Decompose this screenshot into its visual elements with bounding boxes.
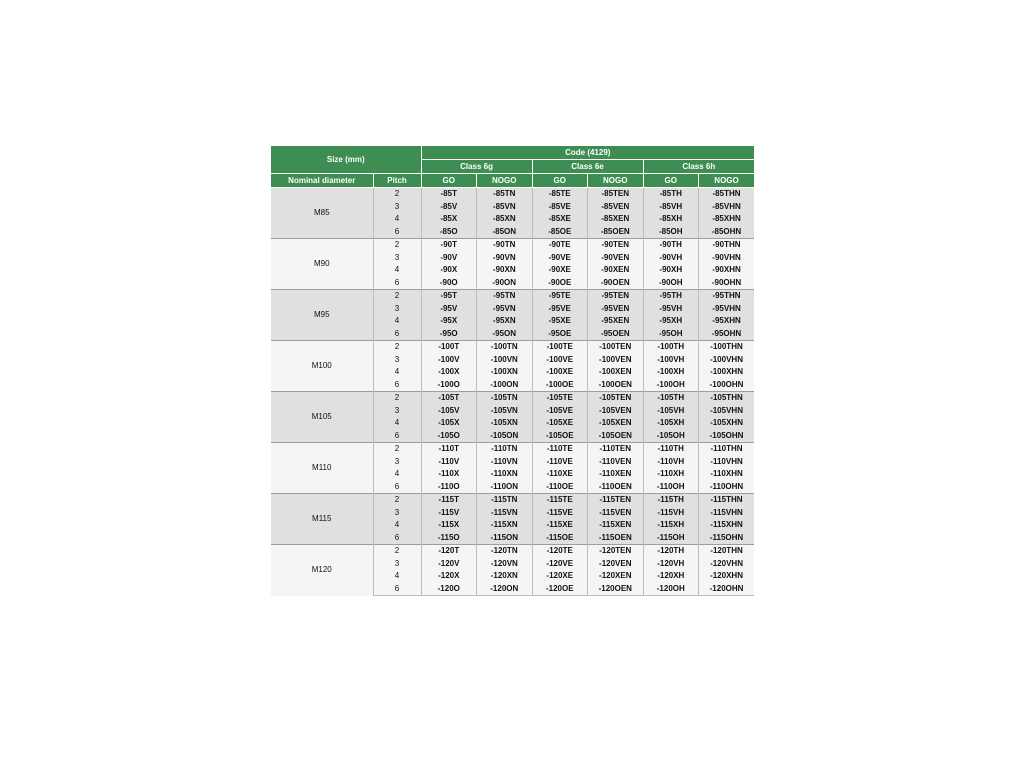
table-header — [271, 146, 754, 188]
go-code-cell: -120OH — [643, 583, 699, 596]
go-code-cell: -85OE — [532, 226, 588, 239]
pitch-cell: 2 — [373, 290, 421, 303]
pitch-cell: 6 — [373, 481, 421, 494]
nogo-code-cell: -115XEN — [588, 519, 644, 532]
code-header: Code (4129) — [421, 146, 754, 160]
nogo-code-cell: -120XEN — [588, 570, 644, 583]
nogo-code-cell: -110TEN — [588, 443, 644, 456]
pitch-cell: 4 — [373, 315, 421, 328]
go-code-cell: -95XE — [532, 315, 588, 328]
go-code-cell: -110TH — [643, 443, 699, 456]
go-code-cell: -120VH — [643, 558, 699, 571]
table-row — [271, 239, 754, 252]
nogo-code-cell: -115ON — [477, 532, 533, 545]
go-code-cell: -95OE — [532, 328, 588, 341]
nogo-code-cell: -115VHN — [699, 507, 755, 520]
nogo-code-cell: -120TN — [477, 545, 533, 558]
pitch-cell: 6 — [373, 328, 421, 341]
go-code-cell: -120XH — [643, 570, 699, 583]
go-code-cell: -100O — [421, 379, 477, 392]
nogo-code-cell: -85THN — [699, 188, 755, 201]
go-code-cell: -120TE — [532, 545, 588, 558]
nogo-code-cell: -120VHN — [699, 558, 755, 571]
nogo-code-cell: -85TN — [477, 188, 533, 201]
pitch-cell: 3 — [373, 252, 421, 265]
go-code-cell: -115X — [421, 519, 477, 532]
go-code-cell: -95TE — [532, 290, 588, 303]
nogo-code-cell: -90ON — [477, 277, 533, 290]
nogo-code-cell: -95TN — [477, 290, 533, 303]
table-row — [271, 494, 754, 507]
size-header: Size (mm) — [271, 146, 421, 174]
class-6e-header: Class 6e — [532, 160, 643, 174]
nogo-code-cell: -100VHN — [699, 354, 755, 367]
go-code-cell: -115O — [421, 532, 477, 545]
nogo-code-cell: -110OHN — [699, 481, 755, 494]
nogo-code-cell: -100OEN — [588, 379, 644, 392]
nogo-code-cell: -105VN — [477, 405, 533, 418]
go-code-cell: -100OH — [643, 379, 699, 392]
nogo-code-cell: -95XN — [477, 315, 533, 328]
table-row — [271, 392, 754, 405]
go-code-cell: -105XE — [532, 417, 588, 430]
nogo-code-cell: -105TN — [477, 392, 533, 405]
pitch-cell: 6 — [373, 226, 421, 239]
pitch-cell: 6 — [373, 583, 421, 596]
go-code-cell: -90XH — [643, 264, 699, 277]
go-code-cell: -90OH — [643, 277, 699, 290]
go-code-cell: -85VE — [532, 201, 588, 214]
pitch-cell: 4 — [373, 366, 421, 379]
go-code-cell: -115TH — [643, 494, 699, 507]
pitch-cell: 3 — [373, 354, 421, 367]
go-code-cell: -105V — [421, 405, 477, 418]
go-code-cell: -85TE — [532, 188, 588, 201]
nominal-diameter-cell: M100 — [271, 341, 373, 392]
go-code-cell: -90VE — [532, 252, 588, 265]
nogo-code-cell: -115THN — [699, 494, 755, 507]
go-header: GO — [421, 174, 477, 188]
nogo-code-cell: -110XN — [477, 468, 533, 481]
nominal-diameter-cell: M95 — [271, 290, 373, 341]
nogo-header: NOGO — [477, 174, 533, 188]
go-code-cell: -105TH — [643, 392, 699, 405]
nogo-code-cell: -120ON — [477, 583, 533, 596]
pitch-cell: 3 — [373, 303, 421, 316]
go-code-cell: -110X — [421, 468, 477, 481]
go-code-cell: -100VE — [532, 354, 588, 367]
table-row — [271, 188, 754, 201]
nogo-code-cell: -95ON — [477, 328, 533, 341]
go-code-cell: -120O — [421, 583, 477, 596]
go-code-cell: -85X — [421, 213, 477, 226]
nogo-code-cell: -95XHN — [699, 315, 755, 328]
go-code-cell: -105O — [421, 430, 477, 443]
go-code-cell: -120V — [421, 558, 477, 571]
go-code-cell: -100XE — [532, 366, 588, 379]
go-code-cell: -85V — [421, 201, 477, 214]
go-code-cell: -85XH — [643, 213, 699, 226]
nogo-code-cell: -90THN — [699, 239, 755, 252]
nogo-code-cell: -90OHN — [699, 277, 755, 290]
nogo-code-cell: -120OEN — [588, 583, 644, 596]
nogo-code-cell: -90VHN — [699, 252, 755, 265]
go-code-cell: -100OE — [532, 379, 588, 392]
nogo-code-cell: -90XN — [477, 264, 533, 277]
nogo-code-cell: -105XEN — [588, 417, 644, 430]
go-header: GO — [643, 174, 699, 188]
go-code-cell: -90TH — [643, 239, 699, 252]
go-code-cell: -95X — [421, 315, 477, 328]
nogo-code-cell: -95OHN — [699, 328, 755, 341]
go-header: GO — [532, 174, 588, 188]
go-code-cell: -110OH — [643, 481, 699, 494]
go-code-cell: -115VE — [532, 507, 588, 520]
nogo-code-cell: -85XN — [477, 213, 533, 226]
go-code-cell: -105XH — [643, 417, 699, 430]
go-code-cell: -90X — [421, 264, 477, 277]
go-code-cell: -85O — [421, 226, 477, 239]
nogo-code-cell: -85VHN — [699, 201, 755, 214]
nogo-code-cell: -115XN — [477, 519, 533, 532]
nogo-code-cell: -105XN — [477, 417, 533, 430]
go-code-cell: -100TE — [532, 341, 588, 354]
pitch-cell: 6 — [373, 430, 421, 443]
nogo-code-cell: -100XEN — [588, 366, 644, 379]
nogo-code-cell: -90OEN — [588, 277, 644, 290]
table-row — [271, 341, 754, 354]
nogo-code-cell: -120VN — [477, 558, 533, 571]
nogo-code-cell: -100VEN — [588, 354, 644, 367]
go-code-cell: -95T — [421, 290, 477, 303]
nogo-header: NOGO — [699, 174, 755, 188]
nogo-code-cell: -95TEN — [588, 290, 644, 303]
go-code-cell: -85TH — [643, 188, 699, 201]
nogo-code-cell: -90XEN — [588, 264, 644, 277]
pitch-cell: 6 — [373, 532, 421, 545]
go-code-cell: -85T — [421, 188, 477, 201]
nogo-code-cell: -100THN — [699, 341, 755, 354]
go-code-cell: -90OE — [532, 277, 588, 290]
pitch-cell: 3 — [373, 405, 421, 418]
nogo-code-cell: -110XEN — [588, 468, 644, 481]
nogo-code-cell: -115VN — [477, 507, 533, 520]
nogo-code-cell: -120VEN — [588, 558, 644, 571]
go-code-cell: -90V — [421, 252, 477, 265]
go-code-cell: -115XH — [643, 519, 699, 532]
go-code-cell: -105OH — [643, 430, 699, 443]
nogo-code-cell: -85OHN — [699, 226, 755, 239]
pitch-cell: 4 — [373, 213, 421, 226]
nogo-code-cell: -100TEN — [588, 341, 644, 354]
pitch-cell: 6 — [373, 277, 421, 290]
nogo-code-cell: -120THN — [699, 545, 755, 558]
go-code-cell: -100XH — [643, 366, 699, 379]
go-code-cell: -95OH — [643, 328, 699, 341]
nogo-code-cell: -100ON — [477, 379, 533, 392]
nogo-code-cell: -115OHN — [699, 532, 755, 545]
nogo-code-cell: -115OEN — [588, 532, 644, 545]
nominal-diameter-cell: M85 — [271, 188, 373, 239]
pitch-cell: 3 — [373, 201, 421, 214]
table-row — [271, 290, 754, 303]
nogo-code-cell: -90VEN — [588, 252, 644, 265]
go-code-cell: -105OE — [532, 430, 588, 443]
nogo-code-cell: -95THN — [699, 290, 755, 303]
go-code-cell: -115TE — [532, 494, 588, 507]
pitch-cell: 3 — [373, 456, 421, 469]
go-code-cell: -120XE — [532, 570, 588, 583]
pitch-cell: 2 — [373, 494, 421, 507]
go-code-cell: -95VE — [532, 303, 588, 316]
nogo-code-cell: -120XN — [477, 570, 533, 583]
go-code-cell: -105VH — [643, 405, 699, 418]
nogo-code-cell: -110VEN — [588, 456, 644, 469]
go-code-cell: -90VH — [643, 252, 699, 265]
nogo-code-cell: -105OEN — [588, 430, 644, 443]
nogo-code-cell: -85ON — [477, 226, 533, 239]
pitch-cell: 2 — [373, 341, 421, 354]
go-code-cell: -105TE — [532, 392, 588, 405]
nominal-diameter-cell: M105 — [271, 392, 373, 443]
go-code-cell: -110O — [421, 481, 477, 494]
go-code-cell: -120VE — [532, 558, 588, 571]
go-code-cell: -105VE — [532, 405, 588, 418]
nogo-code-cell: -95VHN — [699, 303, 755, 316]
go-code-cell: -120T — [421, 545, 477, 558]
go-code-cell: -85VH — [643, 201, 699, 214]
go-code-cell: -95O — [421, 328, 477, 341]
go-code-cell: -110XH — [643, 468, 699, 481]
go-code-cell: -110VE — [532, 456, 588, 469]
go-code-cell: -120OE — [532, 583, 588, 596]
go-code-cell: -100TH — [643, 341, 699, 354]
nogo-code-cell: -85TEN — [588, 188, 644, 201]
go-code-cell: -120TH — [643, 545, 699, 558]
nogo-code-cell: -110TN — [477, 443, 533, 456]
nogo-code-cell: -90TN — [477, 239, 533, 252]
class-6h-header: Class 6h — [643, 160, 754, 174]
pitch-cell: 4 — [373, 519, 421, 532]
pitch-cell: 2 — [373, 545, 421, 558]
pitch-cell: 3 — [373, 507, 421, 520]
nogo-code-cell: -95VN — [477, 303, 533, 316]
table-body — [271, 188, 754, 596]
go-code-cell: -110V — [421, 456, 477, 469]
go-code-cell: -90XE — [532, 264, 588, 277]
nogo-code-cell: -120OHN — [699, 583, 755, 596]
nogo-code-cell: -105THN — [699, 392, 755, 405]
nogo-code-cell: -105VEN — [588, 405, 644, 418]
nogo-code-cell: -90XHN — [699, 264, 755, 277]
go-code-cell: -95XH — [643, 315, 699, 328]
nogo-code-cell: -120XHN — [699, 570, 755, 583]
go-code-cell: -115V — [421, 507, 477, 520]
nogo-code-cell: -105TEN — [588, 392, 644, 405]
go-code-cell: -115OE — [532, 532, 588, 545]
pitch-cell: 4 — [373, 468, 421, 481]
nogo-code-cell: -85VEN — [588, 201, 644, 214]
pitch-cell: 4 — [373, 264, 421, 277]
table-row — [271, 545, 754, 558]
nominal-diameter-cell: M120 — [271, 545, 373, 596]
nogo-code-cell: -110VN — [477, 456, 533, 469]
nogo-code-cell: -105ON — [477, 430, 533, 443]
go-code-cell: -110XE — [532, 468, 588, 481]
nominal-diameter-cell: M110 — [271, 443, 373, 494]
nogo-code-cell: -95VEN — [588, 303, 644, 316]
pitch-cell: 2 — [373, 443, 421, 456]
nogo-code-cell: -105VHN — [699, 405, 755, 418]
go-code-cell: -95V — [421, 303, 477, 316]
go-code-cell: -100X — [421, 366, 477, 379]
go-code-cell: -105X — [421, 417, 477, 430]
go-code-cell: -100VH — [643, 354, 699, 367]
go-code-cell: -115XE — [532, 519, 588, 532]
nogo-code-cell: -100OHN — [699, 379, 755, 392]
go-code-cell: -95VH — [643, 303, 699, 316]
nogo-code-cell: -100TN — [477, 341, 533, 354]
go-code-cell: -95TH — [643, 290, 699, 303]
go-code-cell: -100T — [421, 341, 477, 354]
nogo-code-cell: -95OEN — [588, 328, 644, 341]
go-code-cell: -90T — [421, 239, 477, 252]
nogo-code-cell: -115XHN — [699, 519, 755, 532]
go-code-cell: -110OE — [532, 481, 588, 494]
pitch-cell: 2 — [373, 392, 421, 405]
nogo-code-cell: -85XHN — [699, 213, 755, 226]
nogo-code-cell: -95XEN — [588, 315, 644, 328]
pitch-header: Pitch — [373, 174, 421, 188]
go-code-cell: -85OH — [643, 226, 699, 239]
nogo-code-cell: -110THN — [699, 443, 755, 456]
go-code-cell: -90TE — [532, 239, 588, 252]
go-code-cell: -110VH — [643, 456, 699, 469]
nogo-code-cell: -105XHN — [699, 417, 755, 430]
go-code-cell: -120X — [421, 570, 477, 583]
pitch-cell: 4 — [373, 570, 421, 583]
table-row — [271, 443, 754, 456]
go-code-cell: -115T — [421, 494, 477, 507]
nogo-code-cell: -85VN — [477, 201, 533, 214]
nogo-code-cell: -115TN — [477, 494, 533, 507]
nominal-diameter-cell: M90 — [271, 239, 373, 290]
nogo-code-cell: -115VEN — [588, 507, 644, 520]
pitch-cell: 4 — [373, 417, 421, 430]
nogo-code-cell: -110ON — [477, 481, 533, 494]
go-code-cell: -110TE — [532, 443, 588, 456]
go-code-cell: -110T — [421, 443, 477, 456]
go-code-cell: -115OH — [643, 532, 699, 545]
nogo-code-cell: -90VN — [477, 252, 533, 265]
go-code-cell: -100V — [421, 354, 477, 367]
gauge-table-container — [271, 146, 754, 596]
pitch-cell: 3 — [373, 558, 421, 571]
nominal-diameter-header: Nominal diameter — [271, 174, 373, 188]
pitch-cell: 2 — [373, 188, 421, 201]
nogo-code-cell: -110OEN — [588, 481, 644, 494]
go-code-cell: -115VH — [643, 507, 699, 520]
nogo-code-cell: -90TEN — [588, 239, 644, 252]
nogo-code-cell: -105OHN — [699, 430, 755, 443]
nogo-code-cell: -115TEN — [588, 494, 644, 507]
thread-gauge-table — [271, 146, 754, 596]
nogo-code-cell: -110XHN — [699, 468, 755, 481]
nogo-code-cell: -100VN — [477, 354, 533, 367]
nominal-diameter-cell: M115 — [271, 494, 373, 545]
pitch-cell: 2 — [373, 239, 421, 252]
nogo-code-cell: -85XEN — [588, 213, 644, 226]
pitch-cell: 6 — [373, 379, 421, 392]
nogo-code-cell: -120TEN — [588, 545, 644, 558]
go-code-cell: -90O — [421, 277, 477, 290]
nogo-code-cell: -100XHN — [699, 366, 755, 379]
go-code-cell: -105T — [421, 392, 477, 405]
class-6g-header: Class 6g — [421, 160, 532, 174]
nogo-code-cell: -100XN — [477, 366, 533, 379]
nogo-code-cell: -85OEN — [588, 226, 644, 239]
nogo-code-cell: -110VHN — [699, 456, 755, 469]
nogo-header: NOGO — [588, 174, 644, 188]
go-code-cell: -85XE — [532, 213, 588, 226]
